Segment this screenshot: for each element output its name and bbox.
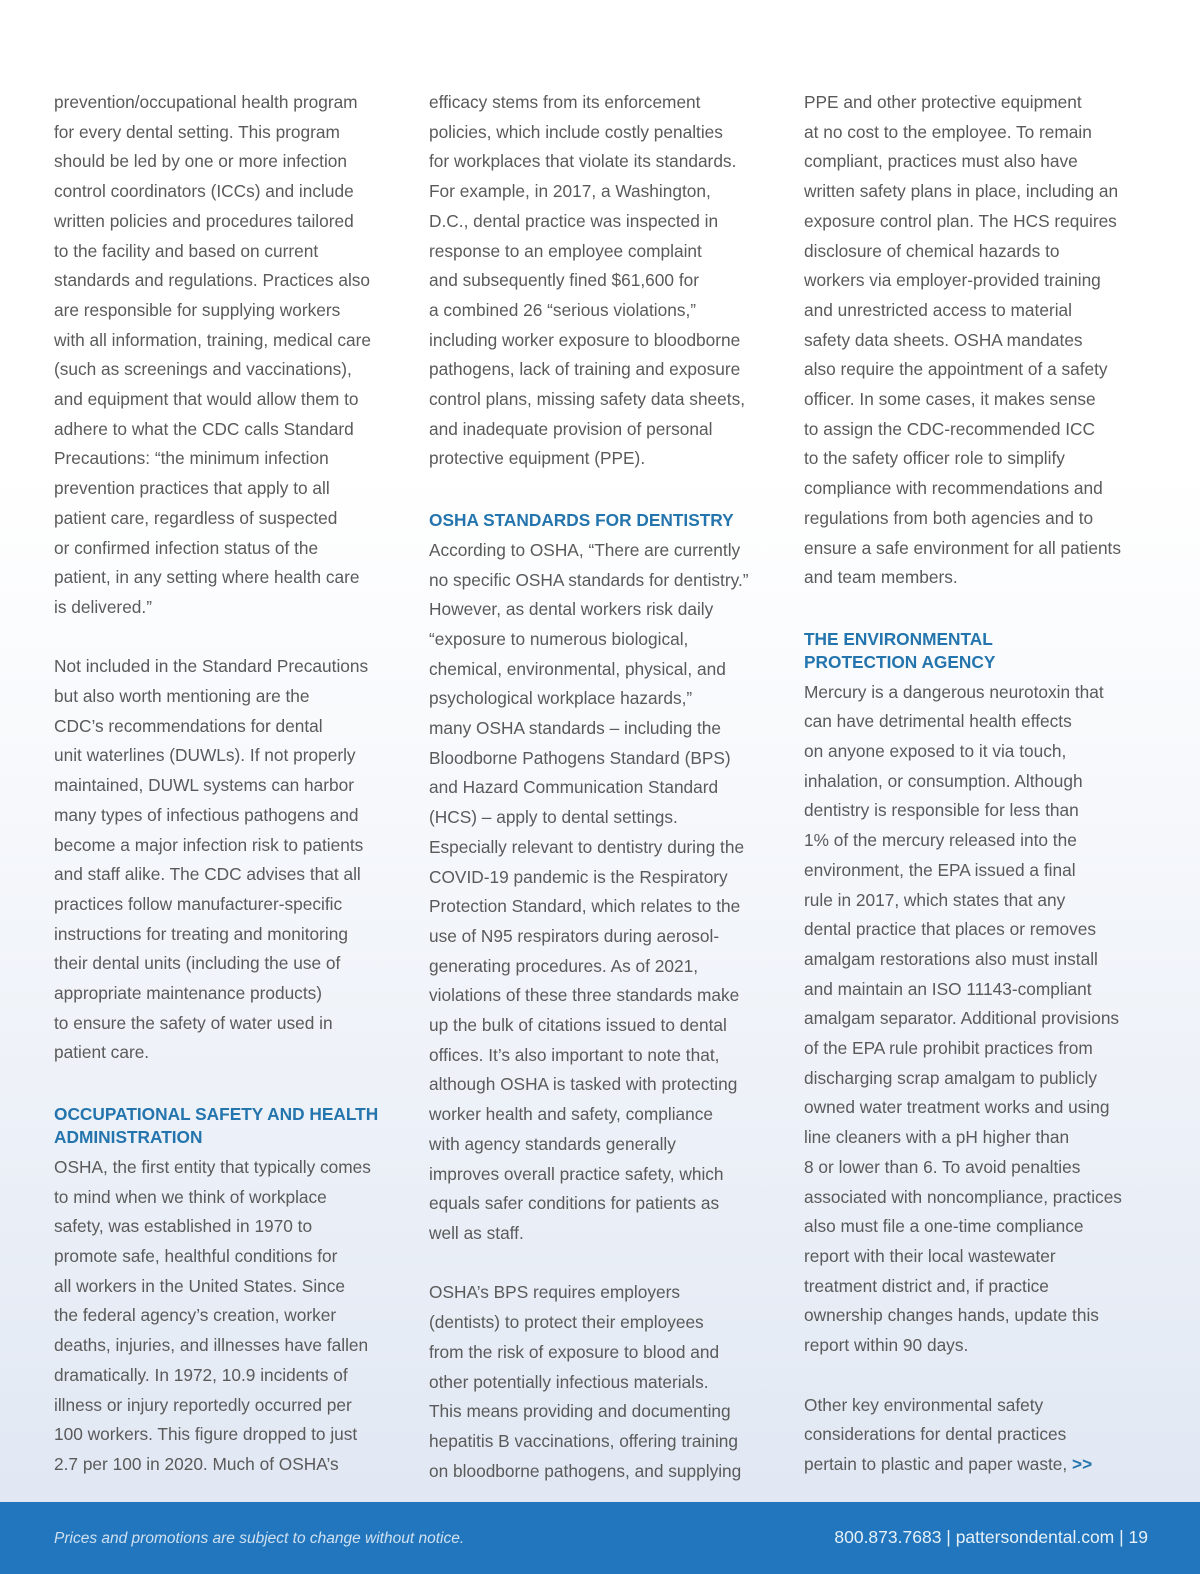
section-heading-epa: THE ENVIRONMENTAL PROTECTION AGENCY [804, 628, 996, 672]
text-column-1 [54, 88, 399, 1509]
section-heading-osha: OCCUPATIONAL SAFETY AND HEALTH ADMINISTRATION [54, 1103, 379, 1147]
body-paragraph: Mercury is a dangerous neurotoxin that can have detrimental health effects on anyone exposed to it via touch, inhalation, or consumption. Although dentistry is responsible for less than 1% of the mercury released into the environment, the EPA issued a final rule in 2017, which states that any dental practice that places or removes amalgam restorations also must install and maintain an ISO 11143-compliant amalgam separator. Additional provisions of the EPA rule prohibit practices from discharging scrap amalgam to publicly owned water treatment works and using line cleaners with a pH higher than 8 or lower than 6. To avoid penalties associated with noncompliance, practices also must file a one-time compliance report with their local wastewater treatment district and, if practice ownership changes hands, update this report within 90 days. [804, 681, 1122, 1356]
continue-marker[interactable]: >> [1072, 1453, 1093, 1474]
text-column-3 [804, 88, 1149, 1509]
body-paragraph: According to OSHA, “There are currently no specific OSHA standards for dentistry.” However, as dental workers risk daily “exposure to numerous biological, chemical, environmental, physical, and psychological workplace hazards,” many OSHA standards – including the Bloodborne Pathogens Standard (BPS) and Hazard Communication Standard (HCS) – apply to dental settings. Especially relevant to dentistry during the COVID-19 pandemic is the Respiratory Protection Standard, which relates to the use of N95 respirators during aerosol- generating procedures. As of 2021, violations of these three standards make up the bulk of citations issued to dental offices. It’s also important to note that, although OSHA is tasked with protecting worker health and safety, compliance with agency standards generally improves overall practice safety, which equals safer conditions for patients as well as staff. [429, 539, 749, 1243]
body-paragraph-last [804, 1391, 1149, 1480]
section-heading-osha-standards: OSHA STANDARDS FOR DENTISTRY [429, 509, 734, 530]
text-column-2 [429, 88, 774, 1516]
body-paragraph: efficacy stems from its enforcement policies, which include costly penalties for workplaces that violate its standards. For example, in 2017, a Washington, D.C., dental practice was inspected in response to an employee complaint and subsequently fined $61,600 for a combined 26 “serious violations,” including worker exposure to bloodborne pathogens, lack of training and exposure control plans, missing safety data sheets, and inadequate provision of personal protective equipment (PPE). [429, 92, 746, 469]
footer-disclaimer: Prices and promotions are subject to change without notice. [54, 1530, 465, 1547]
body-paragraph: prevention/occupational health program for every dental setting. This program should be led by one or more infection control coordinators (ICCs) and include written policies and procedures tailored to the facility and based on current standards and regulations. Practices also are responsible for supplying workers with all information, training, medical care (such as screenings and vaccinations), and equipment that would allow them to adhere to what the CDC calls Standard Precautions: “the minimum infection prevention practices that apply to all patient care, regardless of suspected or confirmed infection status of the patient, in any setting where health care is delivered.” [54, 92, 371, 617]
body-paragraph: PPE and other protective equipment at no cost to the employee. To remain compliant, practices must also have written safety plans in place, including an exposure control plan. The HCS requires disclosure of chemical hazards to workers via employer-provided training and unrestricted access to material safety data sheets. OSHA mandates also require the appointment of a safety officer. In some cases, it makes sense to assign the CDC-recommended ICC to the safety officer role to simplify compliance with recommendations and regulations from both agencies and to ensure a safe environment for all patients and team members. [804, 92, 1122, 588]
body-paragraph: OSHA’s BPS requires employers (dentists) to protect their employees from the risk of exposure to blood and other potentially infectious materials. This means providing and documenting hepatitis B vaccinations, offering training on bloodborne pathogens, and supplying [429, 1282, 742, 1481]
closing-text: Other key environmental safety considerations for dental practices pertain to plastic and paper waste, [804, 1394, 1068, 1474]
body-paragraph: Not included in the Standard Precautions but also worth mentioning are the CDC’s recommendations for dental unit waterlines (DUWLs). If not properly maintained, DUWL systems can harbor many types of infectious pathogens and become a major infection risk to patients and staff alike. The CDC advises that all practices follow manufacturer-specific instructions for treating and monitoring their dental units (including the use of appropriate maintenance products) to ensure the safety of water used in patient care. [54, 656, 369, 1063]
body-paragraph: OSHA, the first entity that typically comes to mind when we think of workplace safety, was established in 1970 to promote safe, healthful conditions for all workers in the United States. Since the federal agency’s creation, worker deaths, injuries, and illnesses have fallen dramatically. In 1972, 10.9 incidents of illness or injury reportedly occurred per 100 workers. This figure dropped to just 2.7 per 100 in 2020. Much of OSHA’s [54, 1156, 371, 1474]
footer-contact: 800.873.7683 | pattersondental.com | 19 [834, 1527, 1148, 1547]
